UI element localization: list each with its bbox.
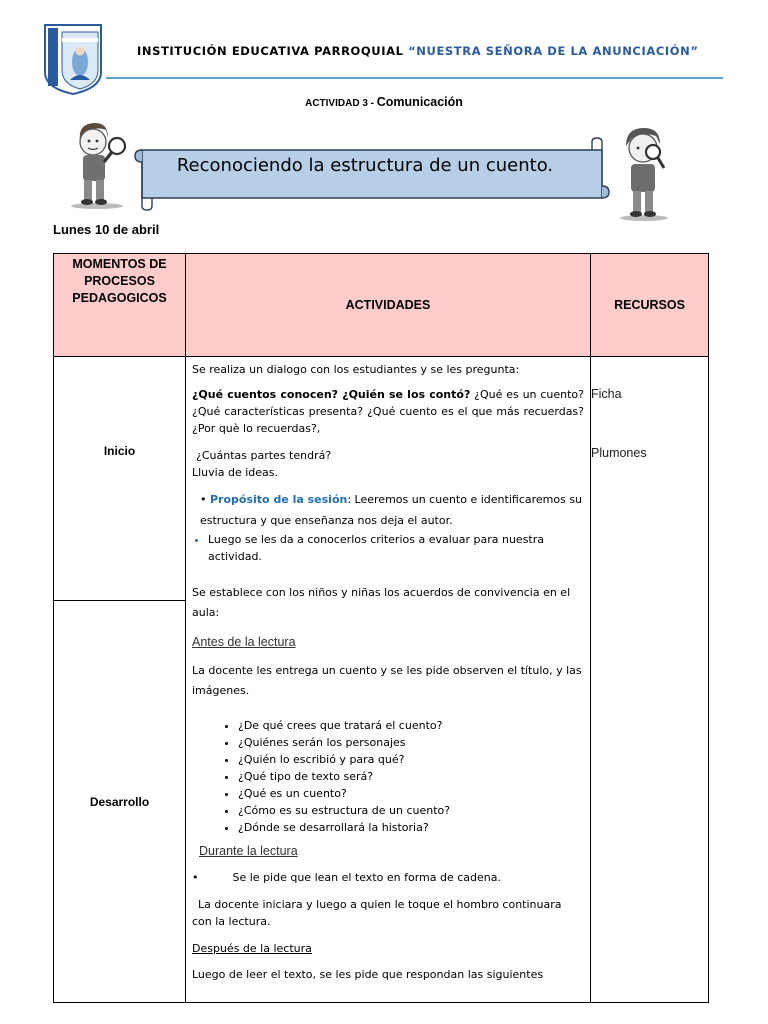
list-item: • ¿Cómo es su estructura de un cuento? (238, 802, 584, 819)
inicio-dialog-text: Se realiza un dialogo con los estudiantes y se les pregunta: (192, 363, 520, 376)
during-text2: La docente iniciara y luego a quien le toque el hombro continuara con la lectura. (192, 898, 562, 928)
before-reading-text: La docente les entrega un cuento y se les pide observen el título, y las imágenes. (192, 664, 582, 697)
inicio-purpose: • Propósito de la sesión: Leeremos un cuento e identificaremos su estructura y que enseñanza nos deja el autor. (200, 493, 583, 527)
bullet: • (192, 871, 199, 884)
header-divider (106, 77, 723, 79)
list-item: • ¿De qué crees que tratará el cuento? (238, 717, 584, 734)
inicio-agreements: Se establece con los niños y niñas los acuerdos de convivencia en el aula: (192, 586, 571, 619)
session-date: Lunes 10 de abril (53, 222, 160, 237)
header-resources: RECURSOS (591, 254, 709, 357)
activity-subject: Comunicación (376, 95, 463, 109)
list-item: • ¿Dónde se desarrollará la historia? (238, 819, 584, 836)
activity-title (0, 95, 768, 109)
resources-cell (591, 357, 709, 1003)
activity-label: ACTIVIDAD 3 - (305, 98, 377, 109)
lesson-plan-table (53, 253, 709, 1003)
kid-with-magnifier-left-illustration (62, 118, 132, 210)
header-moments: MOMENTOS DE PROCESOS PEDAGOGICOS (54, 254, 186, 357)
table-header-row (54, 254, 709, 357)
during-reading-label: Durante la lectura (199, 844, 298, 858)
inicio-row (54, 357, 709, 601)
after-reading-text: Luego de leer el texto, se les pide que respondan las siguientes (192, 968, 544, 981)
criteria-list (192, 531, 584, 565)
activities-cell (186, 357, 591, 1003)
during-reading-text2 (192, 896, 584, 930)
inicio-questions-rest: ¿Qué es un cuento? ¿Qué características presenta? ¿Qué cuento es el que más recuerdas? ¿Por què lo recuerdas?, (192, 388, 585, 435)
list-item: • ¿Qué es un cuento? (238, 785, 584, 802)
list-item (208, 531, 584, 565)
kid-with-magnifier-right-illustration (616, 124, 672, 222)
inicio-questions (192, 386, 584, 437)
list-item: • ¿Quiénes serán los personajes (238, 734, 584, 751)
resource-plumones: Plumones (591, 446, 647, 460)
list-item: • ¿Qué tipo de texto será? (238, 768, 584, 785)
institution-header (137, 44, 699, 58)
inicio-parts-question: ¿Cuántas partes tendrá? (196, 449, 332, 462)
purpose-text: : Leeremos un cuento e identificaremos su estructura y que enseñanza nos deja el autor. (200, 493, 583, 527)
purpose-label: Propósito de la sesión (210, 493, 348, 506)
during-reading-title (192, 843, 584, 860)
moment-desarrollo: Desarrollo (54, 601, 186, 1003)
banner-title: Reconociendo la estructura de un cuento. (176, 155, 554, 176)
inicio-questions-bold: ¿Qué cuentos conocen? ¿Quién se los contó? (192, 388, 471, 401)
institution-label: INSTITUCIÓN EDUCATIVA PARROQUIAL (137, 44, 404, 58)
prediction-questions-list (192, 717, 584, 836)
list-item: • ¿Quién lo escribió y para qué? (238, 751, 584, 768)
criteria-text: Luego se les da a conocerlos criterios a evaluar para nuestra actividad. (208, 533, 545, 563)
during-reading-text (192, 869, 584, 886)
school-logo (42, 22, 104, 96)
moment-inicio: Inicio (54, 357, 186, 601)
before-reading-label: Antes de la lectura (192, 635, 296, 649)
after-reading-title: Después de la lectura (192, 942, 312, 955)
during-text: Se le pide que lean el texto en forma de cadena. (232, 871, 501, 884)
inicio-ideas: Lluvia de ideas. (192, 466, 278, 479)
institution-name: “NUESTRA SEÑORA DE LA ANUNCIACIÓN” (408, 44, 699, 58)
before-reading-title (192, 634, 584, 651)
resource-ficha: Ficha (591, 387, 622, 401)
header-activities: ACTIVIDADES (186, 254, 591, 357)
